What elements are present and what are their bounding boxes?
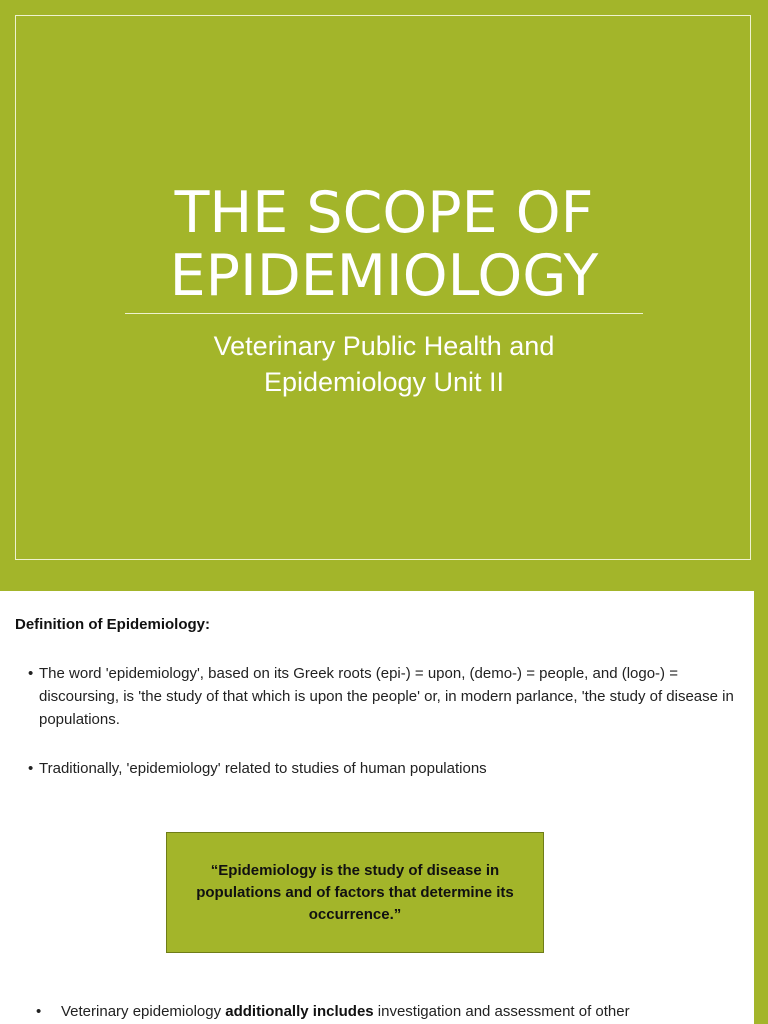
- bullet-text-part-2: investigation and assessment of other: [373, 1003, 630, 1020]
- content-slide: [0, 591, 768, 1024]
- bullet-text-part-1: Veterinary epidemiology: [61, 1003, 226, 1020]
- bullet-text: Traditionally, 'epidemiology' related to studies of human populations: [39, 760, 487, 777]
- bullet-item-veterinary: [36, 1000, 756, 1023]
- slide-title-line-2: EPIDEMIOLOGY: [169, 243, 599, 309]
- bullet-dot-icon: •: [28, 760, 34, 777]
- definition-heading: Definition of Epidemiology:: [15, 616, 210, 633]
- slide-title: [0, 182, 768, 308]
- definition-quote-box: [166, 832, 544, 953]
- slide-title-line-1: THE SCOPE OF: [174, 180, 594, 246]
- title-divider: [125, 313, 643, 314]
- slide-subtitle: [0, 328, 768, 400]
- bullet-item-etymology: [28, 662, 739, 731]
- definition-quote: “Epidemiology is the study of disease in populations and of factors that determine its occurrence.”: [196, 861, 514, 923]
- bullet-item-traditionally: [28, 757, 739, 780]
- bullet-dot-icon: •: [36, 1003, 42, 1020]
- slide-gap: [0, 576, 768, 591]
- bullet-dot-icon: •: [28, 665, 34, 682]
- slide-subtitle-line-1: Veterinary Public Health and: [213, 331, 555, 361]
- bullet-text-bold: additionally includes: [225, 1003, 374, 1020]
- bullet-text: The word 'epidemiology', based on its Greek roots (epi-) = upon, (demo-) = people, and (logo-) = discoursing, is 'the study of that which is upon the people' or, in modern parlance, 'the study of disease in populations.: [39, 665, 734, 728]
- slide-edge-strip: [754, 591, 768, 1024]
- slide-subtitle-line-2: Epidemiology Unit II: [263, 367, 505, 397]
